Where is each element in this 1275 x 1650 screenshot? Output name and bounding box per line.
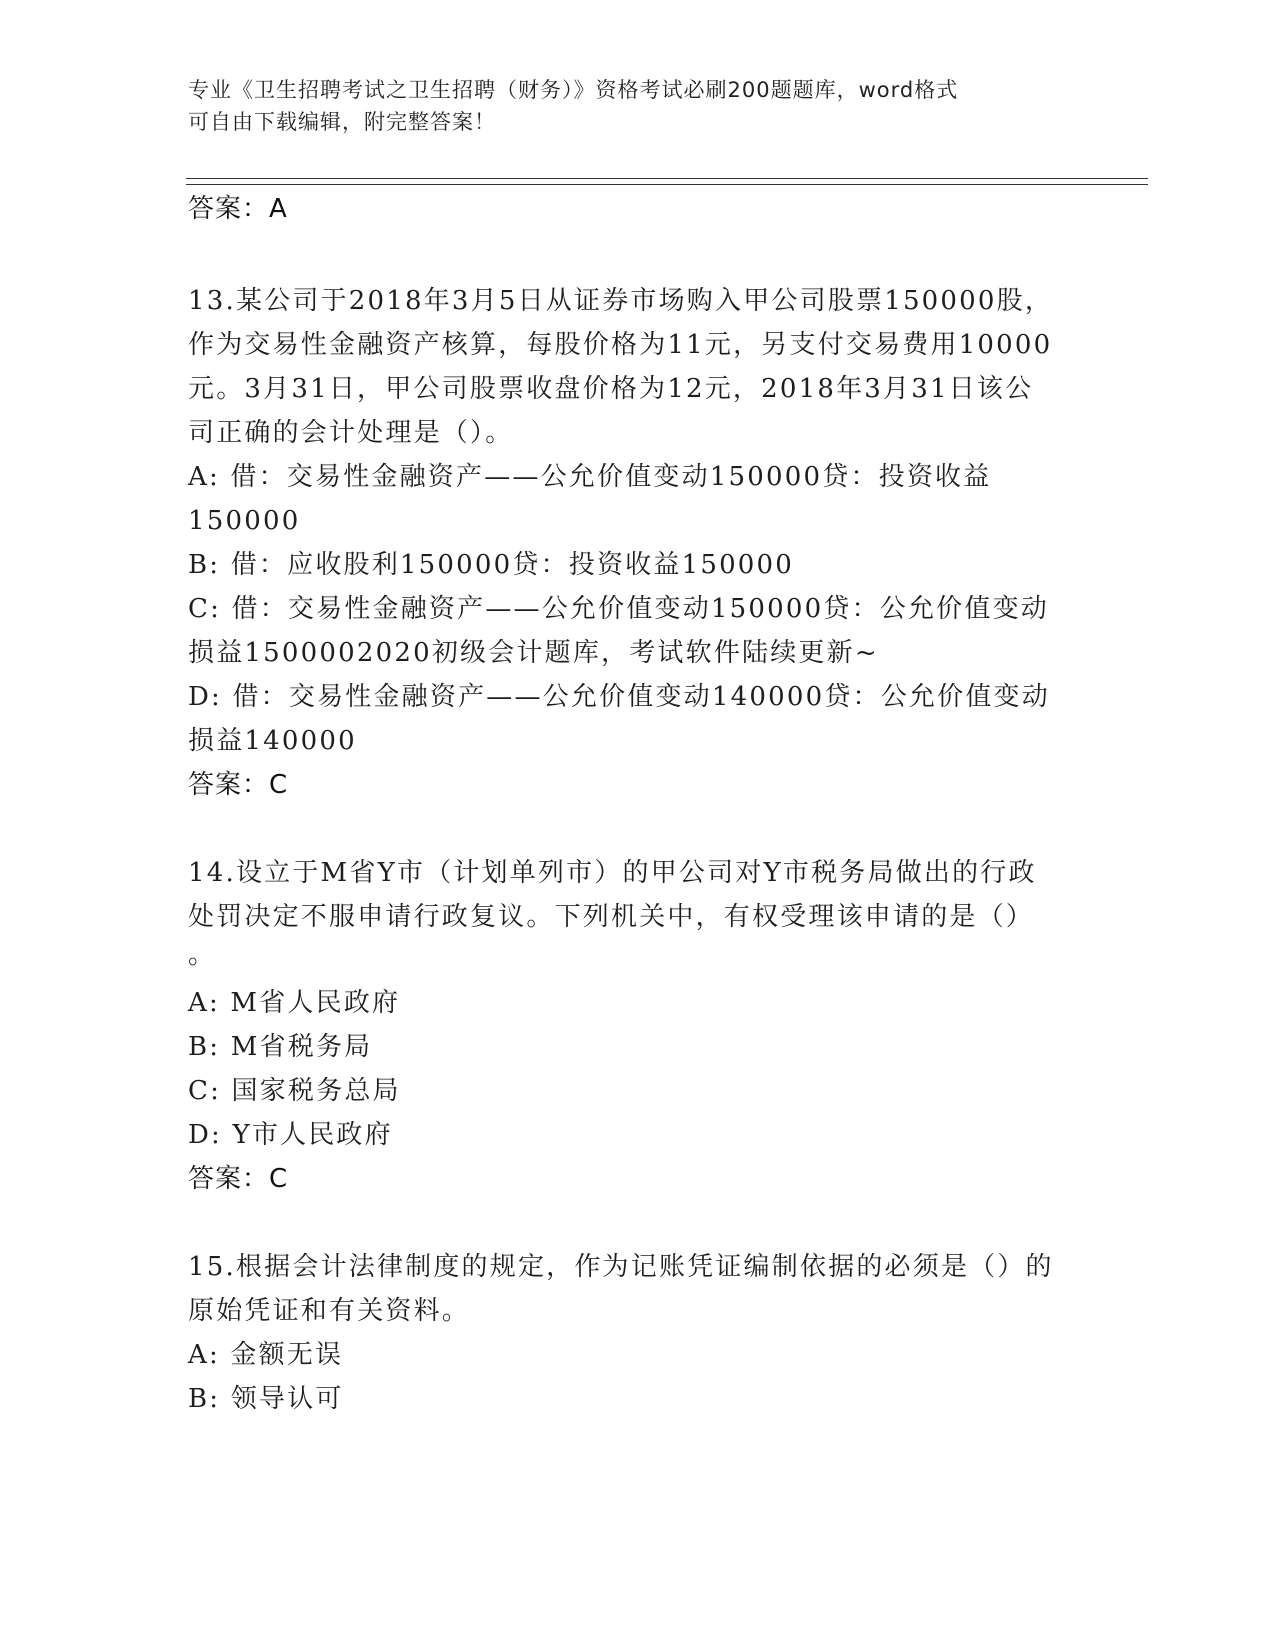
q13-option-b: B: 借：应收股利150000贷：投资收益150000 xyxy=(188,550,795,580)
q13-option-c-line-2: 损益1500002020初级会计题库，考试软件陆续更新~ xyxy=(188,638,879,668)
answer-label: 答案：A xyxy=(188,194,288,224)
q15-option-a: A: 金额无误 xyxy=(188,1340,344,1370)
q14-option-b: B: M省税务局 xyxy=(188,1032,373,1062)
q13-option-a-line-1: A: 借：交易性金融资产——公允价值变动150000贷：投资收益 xyxy=(188,462,992,492)
q15-option-b: B: 领导认可 xyxy=(188,1384,344,1414)
q13-answer: 答案：C xyxy=(188,770,289,800)
q13-stem-line-2: 作为交易性金融资产核算，每股价格为11元，另支付交易费用10000 xyxy=(188,330,1053,360)
q15-stem-line-1: 15.根据会计法律制度的规定，作为记账凭证编制依据的必须是（）的 xyxy=(188,1252,1054,1282)
header-line-2: 可自由下载编辑，附完整答案！ xyxy=(188,110,496,134)
q13-option-d-line-2: 损益140000 xyxy=(188,726,357,756)
q13-option-d-line-1: D: 借：交易性金融资产——公允价值变动140000贷：公允价值变动 xyxy=(188,682,1050,712)
q14-answer: 答案：C xyxy=(188,1164,289,1194)
document-header xyxy=(188,74,1068,138)
q13-option-c-line-1: C: 借：交易性金融资产——公允价值变动150000贷：公允价值变动 xyxy=(188,594,1049,624)
q15-stem-line-2: 原始凭证和有关资料。 xyxy=(188,1296,471,1326)
header-divider-bottom xyxy=(186,184,1148,185)
q14-stem-line-1: 14.设立于M省Y市（计划单列市）的甲公司对Y市税务局做出的行政 xyxy=(188,858,1037,888)
q14-stem-line-3: 。 xyxy=(188,940,217,970)
q14-option-c: C: 国家税务总局 xyxy=(188,1076,401,1106)
q13-stem-line-3: 元。3月31日，甲公司股票收盘价格为12元，2018年3月31日该公 xyxy=(188,374,1034,404)
q13-stem-line-4: 司正确的会计处理是（）。 xyxy=(188,418,514,448)
header-line-1: 专业《卫生招聘考试之卫生招聘（财务）》资格考试必刷200题题库，word格式 xyxy=(188,78,959,102)
q14-option-d: D: Y市人民政府 xyxy=(188,1120,393,1150)
q13-stem-line-1: 13.某公司于2018年3月5日从证券市场购入甲公司股票150000股， xyxy=(188,286,1054,316)
q14-stem-line-2: 处罚决定不服申请行政复议。下列机关中，有权受理该申请的是（） xyxy=(188,902,1035,932)
q14-option-a: A: M省人民政府 xyxy=(188,988,401,1018)
q13-option-a-line-2: 150000 xyxy=(188,506,301,536)
header-divider-top xyxy=(186,178,1148,179)
